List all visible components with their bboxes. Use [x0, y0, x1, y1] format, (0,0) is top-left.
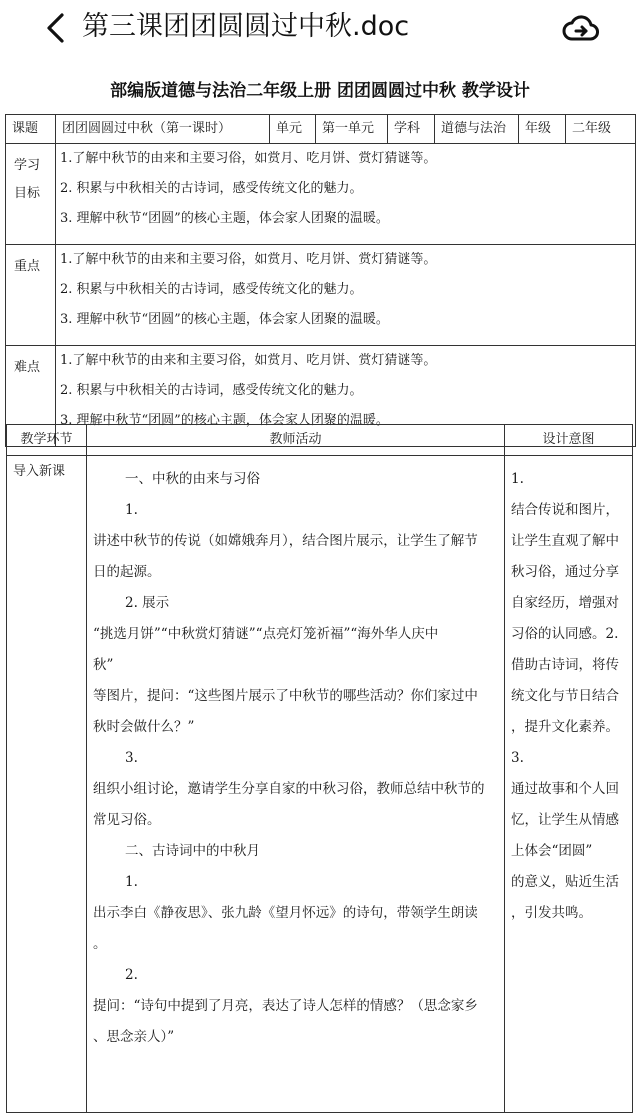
key-points-list: [56, 245, 636, 346]
difficulty-item: 3. 理解中秋节“团圆”的核心主题，体会家人团聚的温暖。: [60, 413, 389, 428]
intent-line: 秋习俗，通过分享: [511, 564, 619, 580]
document-title: 第三课团团圆圆过中秋.doc: [82, 11, 410, 42]
intent-line: 忆，让学生从情感: [511, 812, 619, 828]
intent-line: ，提升文化素养。: [511, 719, 619, 735]
goals-label: [6, 144, 56, 245]
info-table: [5, 114, 636, 447]
activity-line: 2.: [125, 967, 138, 983]
goal-item: 3. 理解中秋节“团圆”的核心主题，体会家人团聚的温暖。: [60, 211, 389, 226]
activity-line: 常见习俗。: [93, 812, 161, 828]
lesson-row: [7, 456, 633, 1113]
activity-line: 日的起源。: [93, 564, 161, 580]
activity-line: 等图片，提问：“这些图片展示了中秋节的哪些活动？你们家过中: [93, 688, 478, 704]
intent-line: 习俗的认同感。2.: [511, 626, 619, 642]
document-heading: 部编版道德与法治二年级上册 团团圆圆过中秋 教学设计: [110, 81, 530, 101]
lesson-header-row: [7, 425, 633, 456]
intent-line: 统文化与节日结合: [511, 688, 619, 704]
course-value: 团团圆圆过中秋（第一课时）: [56, 115, 270, 144]
difficulty-item: 1.了解中秋节的由来和主要习俗，如赏月、吃月饼、赏灯猜谜等。: [60, 353, 437, 368]
key-points-label: [6, 245, 56, 346]
intent-line: 1.: [511, 471, 524, 487]
grade-value: 二年级: [566, 115, 636, 144]
intent-line: 结合传说和图片，: [511, 502, 619, 518]
cloud-download-button[interactable]: [562, 10, 600, 48]
goals-label-line1: 学习: [14, 158, 41, 173]
goals-label-line2: 目标: [14, 186, 41, 201]
intent-cell: [505, 456, 633, 1113]
activity-line: 1.: [125, 874, 138, 890]
chevron-left-icon: [40, 10, 76, 46]
activity-line: 出示李白《静夜思》、张九龄《望月怀远》的诗句，带领学生朗读: [93, 905, 478, 921]
subject-value: 道德与法治: [435, 115, 519, 144]
activity-line: 3.: [125, 750, 138, 766]
course-label: 课题: [6, 115, 56, 144]
intent-line: 通过故事和个人回: [511, 781, 619, 797]
intent-line: 的意义，贴近生活: [511, 874, 619, 890]
activity-cell: [87, 456, 505, 1113]
intent-line: 3.: [511, 750, 524, 766]
grade-label: 年级: [519, 115, 566, 144]
header-intent: 设计意图: [505, 425, 633, 456]
activity-line: 秋时会做什么？”: [93, 719, 195, 735]
cloud-download-icon: [562, 10, 600, 48]
goal-item: 2. 积累与中秋相关的古诗词，感受传统文化的魅力。: [60, 181, 363, 196]
activity-line: 。: [93, 936, 107, 952]
activity-line: 2. 展示: [125, 595, 170, 611]
intent-line: 自家经历，增强对: [511, 595, 619, 611]
activity-line: 组织小组讨论，邀请学生分享自家的中秋习俗，教师总结中秋节的: [93, 781, 485, 797]
lesson-table: [6, 424, 633, 1113]
header-activity: 教师活动: [87, 425, 505, 456]
unit-label: 单元: [270, 115, 316, 144]
activity-line: 秋”: [93, 657, 114, 673]
header-stage: 教学环节: [7, 425, 87, 456]
difficulties-label-line1: 难点: [14, 360, 41, 375]
difficulty-item: 2. 积累与中秋相关的古诗词，感受传统文化的魅力。: [60, 383, 363, 398]
intent-line: 上体会“团圆”: [511, 843, 593, 859]
goals-row: [6, 144, 636, 245]
key-points-row: [6, 245, 636, 346]
stage-cell: 导入新课: [7, 456, 87, 1113]
activity-line: “挑选月饼”“中秋赏灯猜谜”“点亮灯笼祈福”“海外华人庆中: [93, 626, 439, 642]
key-point-item: 2. 积累与中秋相关的古诗词，感受传统文化的魅力。: [60, 282, 363, 297]
top-bar: [0, 0, 640, 56]
goals-list: [56, 144, 636, 245]
activity-line: 讲述中秋节的传说（如嫦娥奔月），结合图片展示，让学生了解节: [93, 533, 478, 549]
back-button[interactable]: [40, 10, 76, 46]
goal-item: 1.了解中秋节的由来和主要习俗，如赏月、吃月饼、赏灯猜谜等。: [60, 151, 437, 166]
intent-line: 借助古诗词，将传: [511, 657, 619, 673]
intent-line: ，引发共鸣。: [511, 905, 592, 921]
unit-value: 第一单元: [316, 115, 388, 144]
key-point-item: 1.了解中秋节的由来和主要习俗，如赏月、吃月饼、赏灯猜谜等。: [60, 252, 437, 267]
activity-line: 二、古诗词中的中秋月: [125, 843, 260, 859]
activity-line: 一、中秋的由来与习俗: [125, 471, 260, 487]
activity-line: 、思念亲人）”: [93, 1029, 175, 1045]
activity-line: 提问：“诗句中提到了月亮，表达了诗人怎样的情感？（思念家乡: [93, 998, 478, 1014]
info-row: [6, 115, 636, 144]
activity-line: 1.: [125, 502, 138, 518]
key-point-item: 3. 理解中秋节“团圆”的核心主题，体会家人团聚的温暖。: [60, 312, 389, 327]
intent-line: 让学生直观了解中: [511, 533, 619, 549]
subject-label: 学科: [388, 115, 435, 144]
key-points-label-line1: 重点: [14, 259, 41, 274]
